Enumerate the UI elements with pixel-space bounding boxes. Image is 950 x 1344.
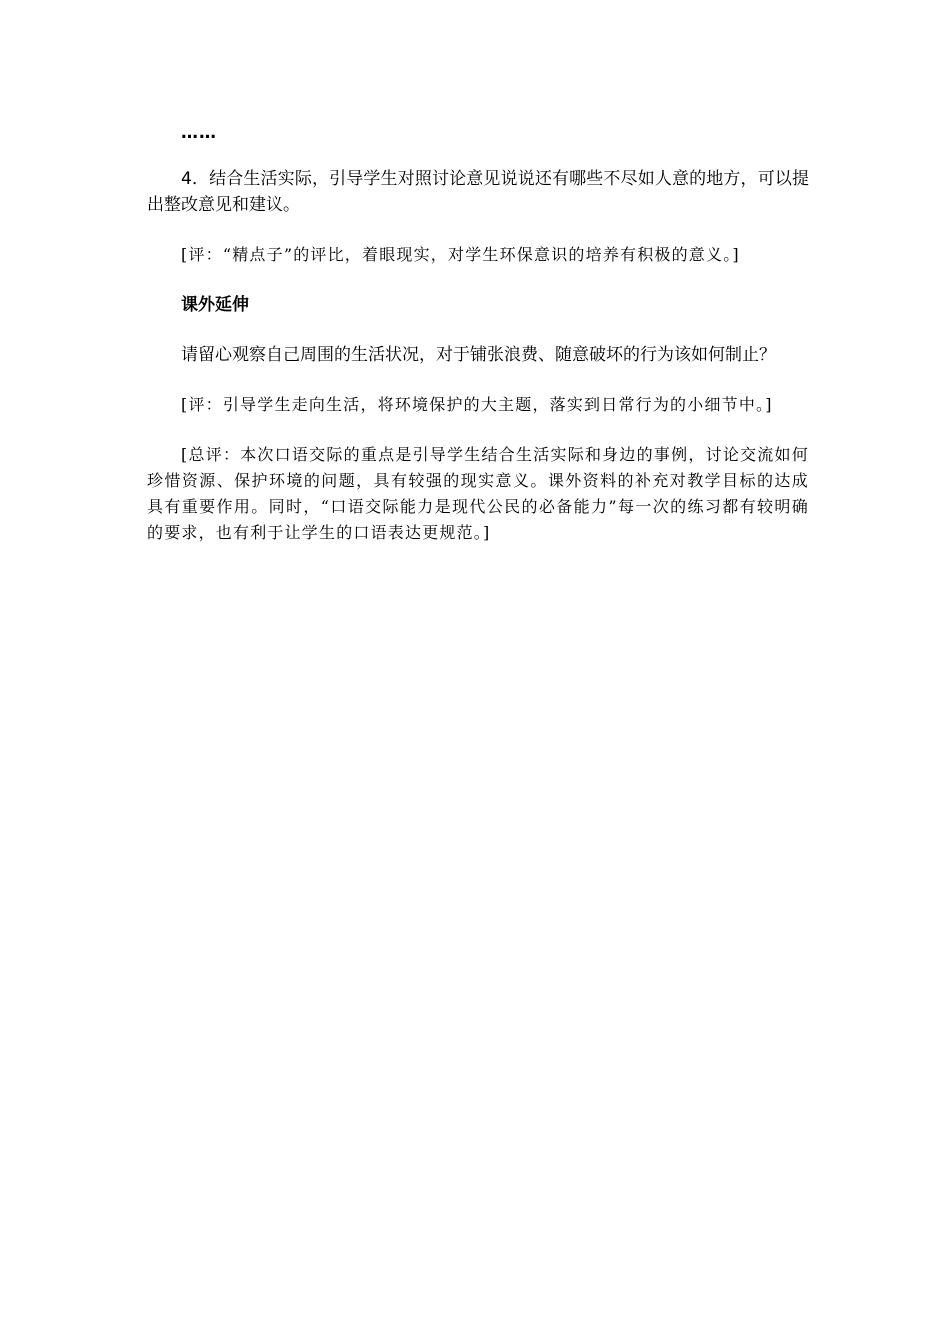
comment-paragraph-2: [评：引导学生走向生活，将环境保护的大主题，落实到日常行为的小细节中。] [181,395,773,414]
summary-comment-paragraph: [总评：本次口语交际的重点是引导学生结合生活实际和身边的事例，讨论交流如何珍惜资源、保护环境的问题，具有较强的现实意义。课外资料的补充对教学目标的达成具有重要作用。同时，“口语交际能力是现代公民的必备能力”每一次的练习都有较明确的要求，也有利于让学生的口语表达更规范。] [147,445,809,542]
section-heading: 课外延伸 [181,295,249,315]
ellipsis-line: …… [181,123,217,143]
extension-paragraph: 请留心观察自己周围的生活状况，对于铺张浪费、随意破坏的行为该如何制止？ [181,345,776,365]
document-body [147,120,809,570]
comment-paragraph-1: [评：“精点子”的评比，着眼现实，对学生环保意识的培养有积极的意义。] [181,245,740,264]
item-4-paragraph: 4．结合生活实际，引导学生对照讨论意见说说还有哪些不尽如人意的地方，可以提出整改意见和建议。 [147,169,809,215]
